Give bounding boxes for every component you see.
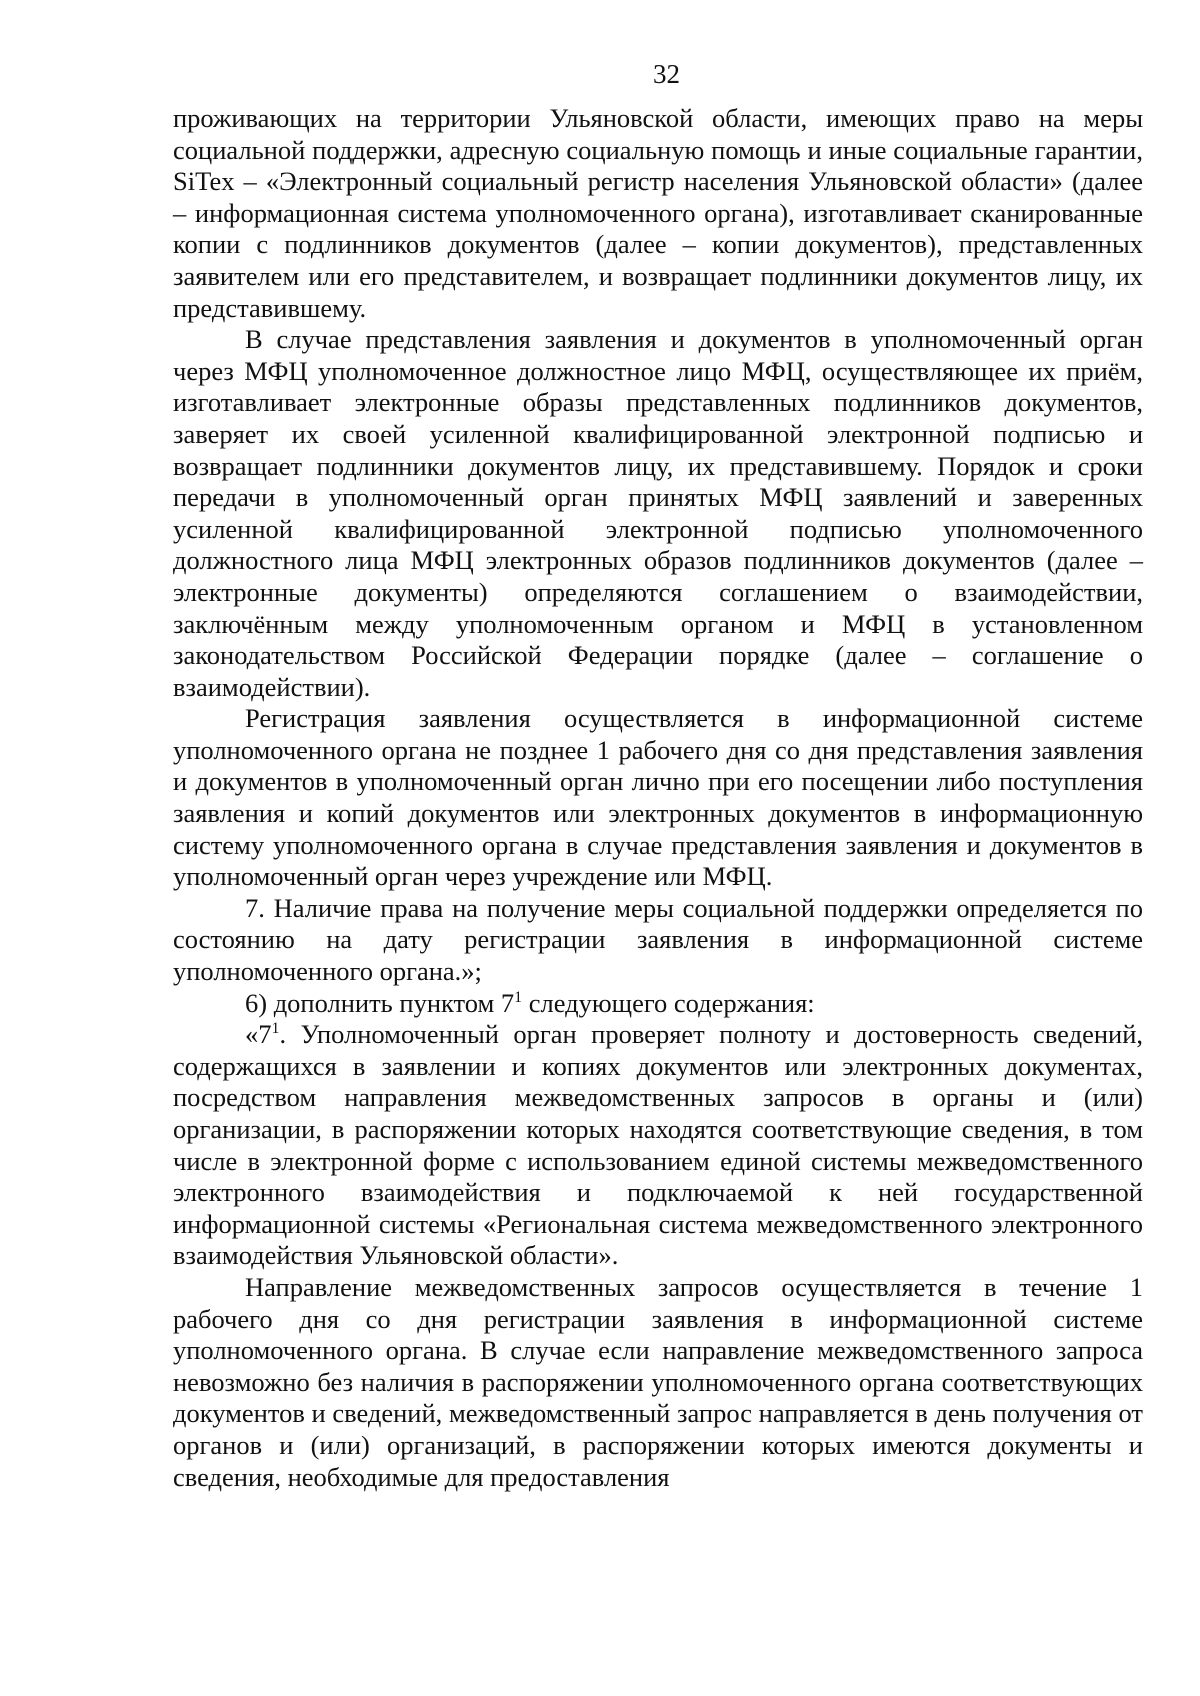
paragraph-amendment-6: 6) дополнить пунктом $7^1$ следующего содержания: [245,987,815,1018]
paragraph-item-7: 7. Наличие права на получение меры социальной поддержки определяется по состоянию на дату регистрации заявления в информационной системе уполномоченного органа.»; [173,892,1143,987]
document-body [173,103,1143,1493]
paragraph-mfc-submission: В случае представления заявления и документов в уполномоченный орган через МФЦ уполномоченное должностное лицо МФЦ, осуществляющее их приём, изготавливает электронные образы представленных подлинников документов, заверяет их своей усиленной квалифицированной электронной подписью и возвращает подлинники документов лицу, их представившему. Порядок и сроки передачи в уполномоченный орган принятых МФЦ заявлений и заверенных усиленной квалифицированной электронной подписью уполномоченного должностного лица МФЦ электронных образов подлинников документов (далее – электронные документы) определяются соглашением о взаимодействии, заключённым между уполномоченным органом и МФЦ в установленном законодательством Российской Федерации порядке (далее – соглашение о взаимодействии). [173,324,1143,702]
paragraph-registration: Регистрация заявления осуществляется в информационной системе уполномоченного органа не позднее 1 рабочего дня со дня представления заявления и документов в уполномоченный орган лично при его посещении либо поступления заявления и копий документов или электронных документов в информационную систему уполномоченного органа в случае представления заявления и документов в уполномоченный орган через учреждение или МФЦ. [173,703,1143,892]
paragraph-interagency-requests: Направление межведомственных запросов осуществляется в течение 1 рабочего дня со дня регистрации заявления в информационной системе уполномоченного органа. В случае если направление межведомственного запроса невозможно без наличия в распоряжении уполномоченного органа соответствующих документов и сведений, межведомственный запрос направляется в день получения от органов и (или) организаций, в распоряжении которых имеются документы и сведения, необходимые для предоставления [173,1271,1143,1492]
paragraph-item-7-1: «$7^1$. Уполномоченный орган проверяет полноту и достоверность сведений, содержащихся в заявлении и копиях документов или электронных документах, посредством направления межведомственных запросов в органы и (или) организации, в распоряжении которых находятся соответствующие сведения, в том числе в электронной форме с использованием единой системы межведомственного электронного взаимодействия и подключаемой к ней государственной информационной системы «Региональная система межведомственного электронного взаимодействия Ульяновской области». [173,1019,1143,1271]
page-number: 32 [653,59,680,89]
paragraph-continuation: проживающих на территории Ульяновской области, имеющих право на меры социальной поддержки, адресную социальную помощь и иные социальные гарантии, SiTex – «Электронный социальный регистр населения Ульяновской области» (далее – информационная система уполномоченного органа), изготавливает сканированные копии с подлинников документов (далее – копии документов), представленных заявителем или его представителем, и возвращает подлинники документов лицу, их представившему. [173,103,1143,323]
